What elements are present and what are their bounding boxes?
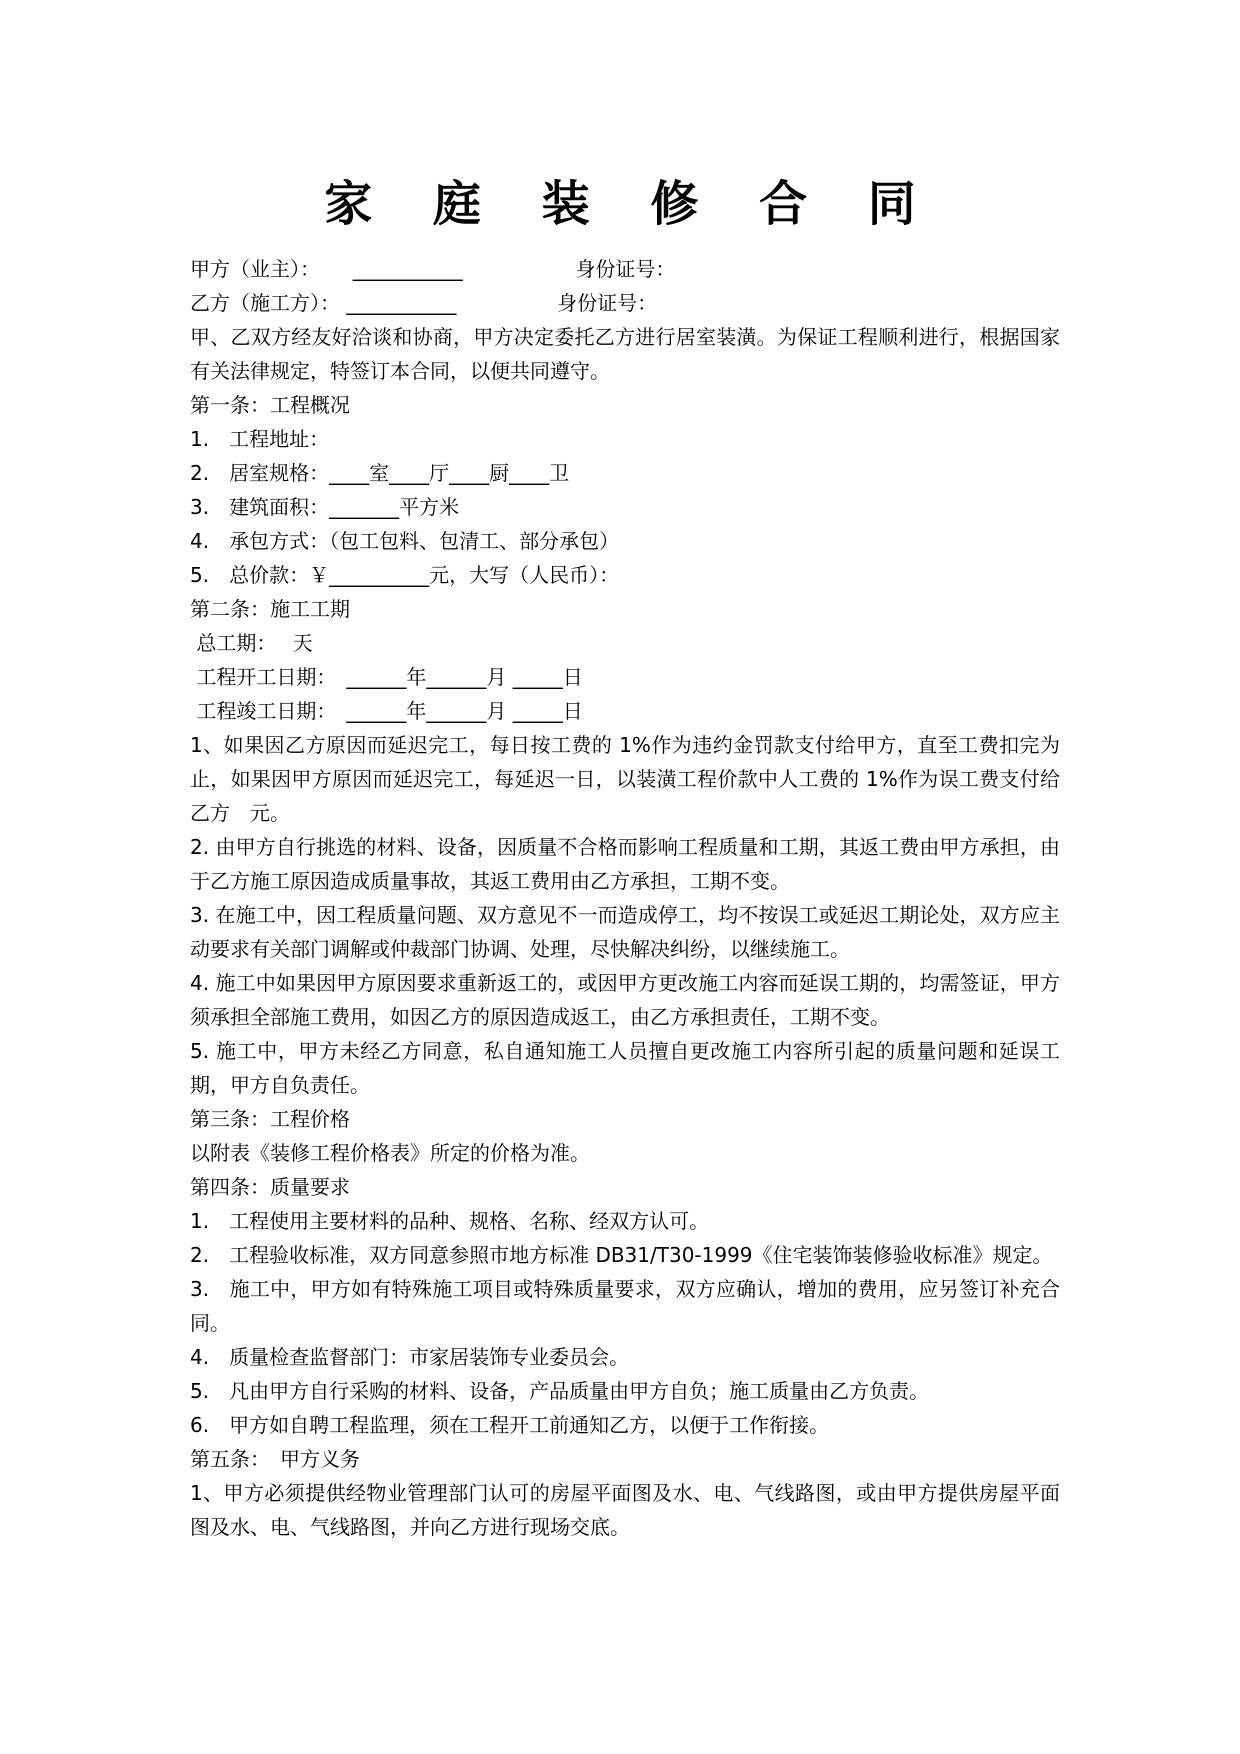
article-1-item: 5. 总价款：￥__________元，大写（人民币）： xyxy=(190,563,620,587)
article-2-clause: 3. 在施工中，因工程质量问题、双方意见不一而造成停工，均不按误工或延迟工期论处，双方应主动要求有关部门调解或仲裁部门协调、处理，尽快解决纠纷，以继续施工。 xyxy=(190,903,1060,961)
article-4-item: 2. 工程验收标准，双方同意参照市地方标准 DB31/T30-1999《住宅装饰装修验收标准》规定。 xyxy=(190,1243,1053,1267)
article-2-heading: 第二条：施工工期 xyxy=(190,597,350,621)
article-1-heading: 第一条：工程概况 xyxy=(190,393,350,417)
article-1-item: 1. 工程地址： xyxy=(190,427,330,451)
article-4-item: 6. 甲方如自聘工程监理，须在工程开工前通知乙方，以便于工作衔接。 xyxy=(190,1413,830,1437)
article-3-heading: 第三条：工程价格 xyxy=(190,1107,350,1131)
article-2-clause: 4. 施工中如果因甲方原因要求重新返工的，或因甲方更改施工内容而延误工期的，均需签证，甲方须承担全部施工费用，如因乙方的原因造成返工，由乙方承担责任，工期不变。 xyxy=(190,971,1060,1029)
article-1-item: 2. 居室规格：____室____厅____厨____卫 xyxy=(190,461,570,485)
party-b-row xyxy=(190,286,1060,320)
article-5-item: 1、甲方必须提供经物业管理部门认可的房屋平面图及水、电、气线路图，或由甲方提供房屋平面图及水、电、气线路图，并向乙方进行现场交底。 xyxy=(190,1481,1060,1539)
total-duration: 总工期： 天 xyxy=(190,631,313,655)
end-date: 工程竣工日期： ______年______月 _____日 xyxy=(190,699,583,723)
party-b-label: 乙方（施工方）： xyxy=(190,291,340,315)
article-2-clause: 1、如果因乙方原因而延迟完工，每日按工费的 1%作为违约金罚款支付给甲方，直至工费扣完为止，如果因甲方原因而延迟完工，每延迟一日，以装潢工程价款中人工费的 1%作为误工费支付给乙方 元。 xyxy=(190,733,1060,825)
article-1-item: 4. 承包方式：（包工包料、包清工、部分承包） xyxy=(190,529,620,553)
article-4-item: 1. 工程使用主要材料的品种、规格、名称、经双方认可。 xyxy=(190,1209,710,1233)
document-title: 家 庭 装 修 合 同 xyxy=(324,176,938,232)
article-4-item: 3. 施工中，甲方如有特殊施工项目或特殊质量要求，双方应确认，增加的费用，应另签订补充合同。 xyxy=(190,1277,1060,1335)
contract-body xyxy=(190,252,1060,1544)
party-a-row xyxy=(190,252,1060,286)
intro-paragraph: 甲、乙双方经友好洽谈和协商，甲方决定委托乙方进行居室装潢。为保证工程顺利进行，根据国家有关法律规定，特签订本合同，以便共同遵守。 xyxy=(190,325,1060,383)
article-5-heading: 第五条： 甲方义务 xyxy=(190,1447,360,1471)
party-b-blank: ___________ xyxy=(346,291,457,315)
article-1-item: 3. 建筑面积：_______平方米 xyxy=(190,495,460,519)
party-b-id-label: 身份证号： xyxy=(557,291,658,315)
article-4-item: 5. 凡由甲方自行采购的材料、设备，产品质量由甲方自负；施工质量由乙方负责。 xyxy=(190,1379,930,1403)
article-3-text: 以附表《装修工程价格表》所定的价格为准。 xyxy=(190,1141,590,1165)
article-2-clause: 2. 由甲方自行挑选的材料、设备，因质量不合格而影响工程质量和工期，其返工费由甲方承担，由于乙方施工原因造成质量事故，其返工费用由乙方承担，工期不变。 xyxy=(190,835,1060,893)
party-a-blank: ___________ xyxy=(352,257,463,281)
party-a-id-label: 身份证号： xyxy=(575,257,676,281)
article-4-heading: 第四条：质量要求 xyxy=(190,1175,350,1199)
party-a-label: 甲方（业主）： xyxy=(190,257,320,281)
article-2-clause: 5. 施工中，甲方未经乙方同意，私自通知施工人员擅自更改施工内容所引起的质量问题和延误工期，甲方自负责任。 xyxy=(190,1039,1060,1097)
article-4-item: 4. 质量检查监督部门：市家居装饰专业委员会。 xyxy=(190,1345,630,1369)
start-date: 工程开工日期： ______年______月 _____日 xyxy=(190,665,583,689)
